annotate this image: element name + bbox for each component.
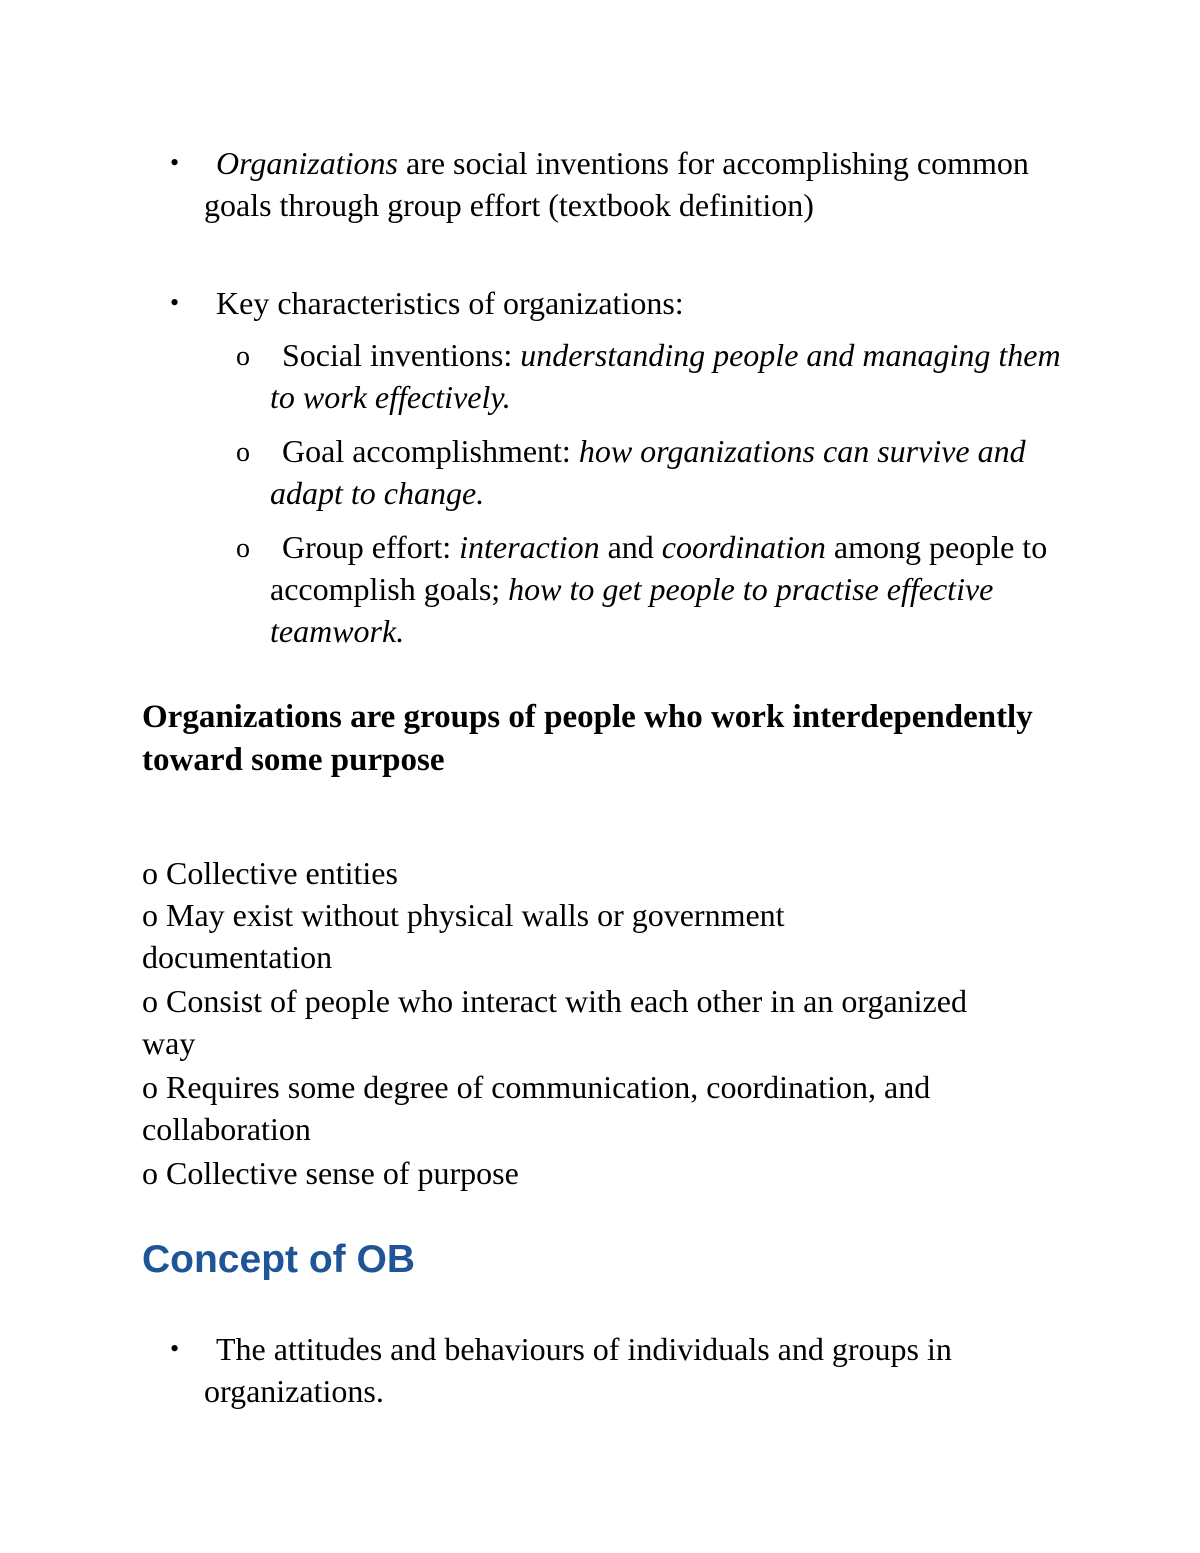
bullet-item-key-characteristics xyxy=(170,282,1104,324)
sub-item-group-effort xyxy=(236,526,1070,652)
section-title: Concept of OB xyxy=(142,1238,415,1281)
sub-item-lead: Group effort: xyxy=(282,529,460,565)
sub-item-italic: how organizations can survive and adapt to change. xyxy=(270,433,1026,511)
term-organizations: Organizations xyxy=(216,145,398,181)
sub-item-lead: Goal accomplishment: xyxy=(282,433,579,469)
sub-item-italic: understanding people and managing them to work effectively. xyxy=(270,337,1061,415)
sub-item-italic: how to get people to practise effective teamwork. xyxy=(270,571,994,649)
bullet-icon: • xyxy=(170,148,180,177)
bullet-icon: • xyxy=(170,1334,180,1363)
sub-bullet-icon: o xyxy=(236,341,250,372)
key-characteristics-label: Key characteristics of organizations: xyxy=(216,285,684,321)
o-list-item: o May exist without physical walls or government documentation xyxy=(142,897,785,975)
bullet-item-definition xyxy=(170,142,1104,226)
connector-text: and xyxy=(599,529,662,565)
bullet-item-ob-concept xyxy=(170,1328,1064,1412)
sub-bullet-icon: o xyxy=(236,533,250,564)
sub-item-lead: Social inventions: xyxy=(282,337,521,373)
sub-item-goal-accomplishment xyxy=(236,430,1070,514)
term-interaction: interaction xyxy=(459,529,600,565)
sub-item-social-inventions xyxy=(236,334,1070,418)
o-list-item: o Consist of people who interact with each other in an organized way xyxy=(142,983,967,1061)
sub-item-text: among people to accomplish goals; xyxy=(270,529,1048,607)
definition-text: are social inventions for accomplishing common goals through group effort (textbook definition) xyxy=(204,145,1029,223)
o-list-item: o Requires some degree of communication, coordination, and collaboration xyxy=(142,1069,931,1147)
o-list-item: o Collective entities xyxy=(142,855,398,891)
term-coordination: coordination xyxy=(661,529,826,565)
bullet-icon: • xyxy=(170,288,180,317)
bold-statement: Organizations are groups of people who work interdependently toward some purpose xyxy=(142,699,1033,778)
sub-bullet-icon: o xyxy=(236,437,250,468)
o-list-item: o Collective sense of purpose xyxy=(142,1155,519,1191)
ob-concept-text: The attitudes and behaviours of individuals and groups in organizations. xyxy=(204,1331,952,1409)
